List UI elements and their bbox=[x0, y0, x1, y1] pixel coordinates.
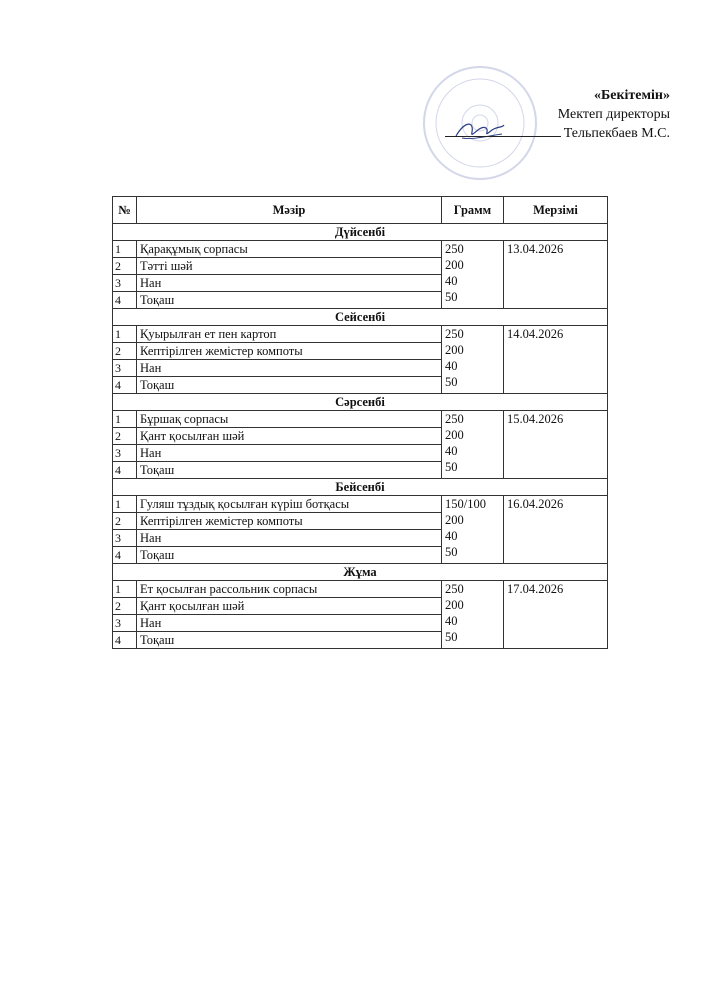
item-number: 2 bbox=[113, 258, 137, 275]
day-name: Сейсенбі bbox=[113, 309, 608, 326]
gram-value: 40 bbox=[445, 529, 458, 543]
item-grams bbox=[442, 241, 504, 309]
item-dish: Кептірілген жемістер компоты bbox=[137, 343, 442, 360]
header-date: Мерзімі bbox=[504, 197, 608, 224]
item-number: 3 bbox=[113, 275, 137, 292]
item-dish: Ет қосылған рассольник сорпасы bbox=[137, 581, 442, 598]
item-number: 2 bbox=[113, 428, 137, 445]
day-wednesday bbox=[113, 394, 608, 479]
approval-block bbox=[445, 86, 670, 143]
item-number: 1 bbox=[113, 496, 137, 513]
day-date: 14.04.2026 bbox=[504, 326, 608, 394]
item-number: 3 bbox=[113, 445, 137, 462]
item-dish: Гуляш тұздық қосылған күріш ботқасы bbox=[137, 496, 442, 513]
item-grams bbox=[442, 326, 504, 394]
item-dish: Тәтті шәй bbox=[137, 258, 442, 275]
gram-value: 40 bbox=[445, 274, 458, 288]
day-date: 15.04.2026 bbox=[504, 411, 608, 479]
item-dish: Қуырылған ет пен картоп bbox=[137, 326, 442, 343]
table-row bbox=[113, 581, 608, 598]
item-dish: Нан bbox=[137, 615, 442, 632]
header-gram: Грамм bbox=[442, 197, 504, 224]
day-name: Дүйсенбі bbox=[113, 224, 608, 241]
gram-value: 50 bbox=[445, 290, 458, 304]
item-number: 1 bbox=[113, 581, 137, 598]
item-grams bbox=[442, 581, 504, 649]
gram-value: 200 bbox=[445, 258, 464, 272]
item-number: 3 bbox=[113, 530, 137, 547]
day-date: 16.04.2026 bbox=[504, 496, 608, 564]
item-number: 2 bbox=[113, 598, 137, 615]
item-dish: Нан bbox=[137, 530, 442, 547]
item-dish: Қант қосылған шәй bbox=[137, 428, 442, 445]
table-row bbox=[113, 496, 608, 513]
gram-value: 200 bbox=[445, 343, 464, 357]
day-friday bbox=[113, 564, 608, 649]
day-date: 17.04.2026 bbox=[504, 581, 608, 649]
gram-value: 200 bbox=[445, 598, 464, 612]
menu-table bbox=[112, 196, 608, 649]
approval-name-line bbox=[445, 124, 670, 143]
gram-value: 50 bbox=[445, 375, 458, 389]
gram-value: 250 bbox=[445, 242, 464, 256]
item-dish: Бұршақ сорпасы bbox=[137, 411, 442, 428]
header-number: № bbox=[113, 197, 137, 224]
gram-value: 50 bbox=[445, 630, 458, 644]
item-number: 2 bbox=[113, 343, 137, 360]
item-number: 1 bbox=[113, 411, 137, 428]
gram-value: 50 bbox=[445, 545, 458, 559]
item-dish: Нан bbox=[137, 360, 442, 377]
gram-value: 40 bbox=[445, 614, 458, 628]
item-grams bbox=[442, 411, 504, 479]
item-dish: Қант қосылған шәй bbox=[137, 598, 442, 615]
item-number: 4 bbox=[113, 377, 137, 394]
item-number: 2 bbox=[113, 513, 137, 530]
approval-title: «Бекітемін» bbox=[593, 88, 670, 103]
gram-value: 150/100 bbox=[445, 497, 486, 511]
day-name: Жұма bbox=[113, 564, 608, 581]
table-row bbox=[113, 241, 608, 258]
item-dish: Кептірілген жемістер компоты bbox=[137, 513, 442, 530]
item-number: 4 bbox=[113, 462, 137, 479]
item-dish: Тоқаш bbox=[137, 377, 442, 394]
day-date: 13.04.2026 bbox=[504, 241, 608, 309]
gram-value: 200 bbox=[445, 513, 464, 527]
item-dish: Нан bbox=[137, 275, 442, 292]
item-dish: Нан bbox=[137, 445, 442, 462]
table-header-row bbox=[113, 197, 608, 224]
gram-value: 40 bbox=[445, 359, 458, 373]
gram-value: 250 bbox=[445, 582, 464, 596]
item-number: 3 bbox=[113, 360, 137, 377]
item-dish: Тоқаш bbox=[137, 462, 442, 479]
header-dish: Мәзір bbox=[137, 197, 442, 224]
gram-value: 250 bbox=[445, 327, 464, 341]
approval-position: Мектеп директоры bbox=[557, 107, 670, 122]
item-number: 4 bbox=[113, 292, 137, 309]
signature-line bbox=[445, 124, 561, 137]
item-dish: Тоқаш bbox=[137, 547, 442, 564]
item-number: 1 bbox=[113, 241, 137, 258]
gram-value: 250 bbox=[445, 412, 464, 426]
item-dish: Тоқаш bbox=[137, 632, 442, 649]
item-number: 3 bbox=[113, 615, 137, 632]
item-number: 4 bbox=[113, 547, 137, 564]
gram-value: 40 bbox=[445, 444, 458, 458]
table-row bbox=[113, 411, 608, 428]
day-name: Бейсенбі bbox=[113, 479, 608, 496]
approval-name: Тельпекбаев М.С. bbox=[563, 126, 670, 141]
item-dish: Қарақұмық сорпасы bbox=[137, 241, 442, 258]
item-dish: Тоқаш bbox=[137, 292, 442, 309]
day-tuesday bbox=[113, 309, 608, 394]
day-monday bbox=[113, 224, 608, 309]
item-number: 4 bbox=[113, 632, 137, 649]
gram-value: 200 bbox=[445, 428, 464, 442]
day-name: Сәрсенбі bbox=[113, 394, 608, 411]
table-row bbox=[113, 326, 608, 343]
item-number: 1 bbox=[113, 326, 137, 343]
day-thursday bbox=[113, 479, 608, 564]
gram-value: 50 bbox=[445, 460, 458, 474]
item-grams bbox=[442, 496, 504, 564]
